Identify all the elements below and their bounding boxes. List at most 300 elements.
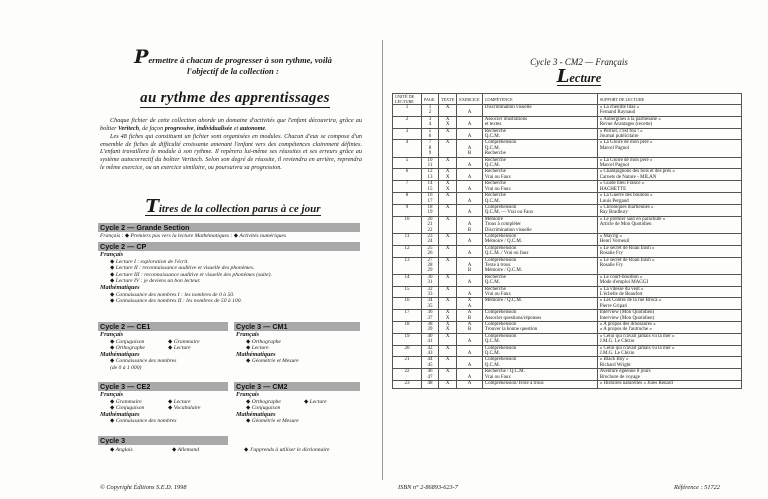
cell-competence	[482, 333, 597, 345]
cell-support-line: L'échelle de Beaufort	[599, 292, 643, 297]
cell-exercice	[457, 298, 482, 310]
cell-competence-line: Q.C.M.	[484, 339, 500, 345]
cell-page-line: 3	[428, 116, 432, 122]
hero-line-2: l'objectif de la collection :	[187, 66, 279, 76]
list-item: ◆ Grammaire	[110, 398, 142, 405]
cell-texte-line	[441, 163, 454, 168]
table-row	[393, 298, 742, 310]
list-item: ◆ Conjugaison	[110, 338, 145, 345]
cycle3-cm2-block	[236, 392, 360, 425]
cell-support	[597, 286, 741, 298]
cell-texte-line	[441, 268, 454, 273]
cell-support-line: « Perrier, c'est fou ! »	[599, 128, 643, 134]
cell-unite: 12	[393, 245, 422, 257]
cell-support-line: Rosalie Fry	[599, 251, 623, 257]
cell-competence	[482, 369, 597, 381]
cell-texte-line: X	[445, 157, 450, 163]
cell-texte	[439, 298, 457, 310]
cell-texte-line	[441, 210, 454, 215]
cell-competence-line: Mémoire / Q.C.M.	[484, 298, 523, 304]
intro-p1-g: et	[232, 124, 240, 132]
cell-competence	[482, 116, 597, 128]
list-item: ◆ Géométrie et Mesure	[246, 418, 299, 425]
list-item: ◆ Conjugaison	[110, 405, 145, 412]
cell-texte	[439, 193, 457, 205]
cycle2-cp-bar: Cycle 2 — CP	[98, 242, 360, 251]
cell-page-line: 16	[427, 193, 433, 199]
cell-competence-line: Mémoire / Q.C.M.	[484, 239, 523, 245]
list-item: ◆ Anglais	[110, 447, 133, 453]
cell-support-line: Article de Mon Quotidien	[599, 222, 652, 228]
list-item: ◆ Lecture I : exploration de l'écrit.	[110, 258, 189, 265]
cell-competence	[482, 381, 597, 389]
cell-support	[597, 157, 741, 169]
cell-page-line: 21	[427, 222, 433, 228]
cell-exercice-line: A	[467, 351, 472, 357]
cell-texte-line: X	[445, 286, 450, 292]
cell-competence	[482, 204, 597, 216]
cell-competence-line: Recherche	[484, 157, 506, 163]
cell-page	[422, 157, 439, 169]
cell-competence-line: Compréhension	[484, 204, 517, 210]
cell-page-line: 1	[428, 105, 432, 110]
cell-support-line: « La Gloire de mon père »	[599, 157, 653, 163]
cell-competence-line: Vrai ou Faux	[484, 186, 511, 192]
cell-unite: 21	[393, 357, 422, 369]
cell-page-line: 37	[427, 315, 433, 321]
cell-exercice-line: A	[467, 292, 472, 297]
cell-exercice-line: A	[467, 145, 472, 151]
cell-support-line: Aventure égéenne 8 jours	[599, 369, 651, 375]
cell-support	[597, 345, 741, 357]
cell-support-line: Richard Wright	[599, 362, 631, 368]
cycle3-cm2-bar: Cycle 3 — CM2	[234, 382, 360, 391]
cell-support-line: « Le premier saut en parachute »	[599, 216, 666, 222]
cell-competence-line: Compréhension	[484, 357, 517, 363]
page-fold-divider	[382, 40, 383, 480]
cell-page-line: 4	[428, 122, 432, 128]
reference: Référence : 51722	[674, 484, 720, 491]
cell-competence-line: Trouver la bonne question	[484, 327, 538, 333]
cell-competence-line: Recherche / Q.C.M.	[484, 369, 525, 375]
cell-competence-line: et textes	[484, 122, 502, 128]
cell-support-line: « Le court-bouillon »	[599, 274, 643, 280]
cell-page-line: 23	[427, 233, 433, 239]
list-item: ◆ Orthographe	[246, 338, 281, 345]
cell-page	[422, 233, 439, 245]
cell-support-line: Mode d'emploi MAGGI	[599, 280, 649, 286]
list-item: ◆ Lecture	[168, 345, 191, 352]
cycle3-cm2-french: Français	[236, 391, 260, 398]
cell-exercice-line: A	[467, 210, 472, 216]
cell-support	[597, 298, 741, 310]
cell-unite: 2	[393, 116, 422, 128]
cell-texte-line: X	[445, 357, 450, 363]
hero-initial: P	[134, 46, 149, 68]
cell-page	[422, 322, 439, 334]
cell-competence-line: Compréhension	[484, 322, 517, 328]
cell-exercice-line: A	[467, 163, 472, 169]
list-item: ◆ Géométrie et Mesure	[246, 358, 299, 365]
cell-exercice	[457, 233, 482, 245]
cell-texte-line: X	[445, 174, 450, 180]
list-item: ◆ Connaissance des nombres II : les nombres de 50 à 100.	[110, 298, 242, 305]
cell-texte-line: X	[445, 233, 450, 239]
cycle2-ce1-math: Mathématiques	[100, 350, 140, 358]
list-item: ◆ Grammaire	[168, 338, 200, 345]
cell-exercice	[457, 369, 482, 381]
cell-texte	[439, 274, 457, 286]
table-row	[393, 128, 742, 140]
cell-support-line: Journal publicitaire	[599, 134, 639, 140]
cell-page-line: 44	[427, 357, 433, 363]
cell-support	[597, 245, 741, 257]
cycle2-cp-french: Français	[100, 251, 124, 258]
cell-texte	[439, 357, 457, 369]
cell-competence-line: Q.C.M.	[484, 163, 500, 169]
table-row	[393, 204, 742, 216]
cell-page-line: 15	[427, 186, 433, 192]
cell-support-line	[600, 151, 739, 156]
cell-texte	[439, 257, 457, 274]
collection-title	[130, 90, 340, 107]
titles-rest: itres de la collection parus à ce jour	[158, 203, 321, 215]
cell-texte-line	[441, 134, 454, 139]
cell-support-line: Marcel Pagnol	[599, 145, 630, 151]
table-row	[393, 345, 742, 357]
cell-page-line: 38	[427, 322, 433, 328]
cell-support-line: « Champignons des bois et des prés »	[599, 169, 675, 175]
table-row	[393, 381, 742, 389]
cycle3-cm1-bar: Cycle 3 — CM1	[234, 322, 360, 331]
cell-page-line: 7	[428, 140, 432, 146]
cell-competence-line	[485, 304, 595, 309]
cell-page	[422, 181, 439, 193]
cell-texte-line	[441, 110, 454, 115]
cell-page	[422, 310, 439, 322]
cell-page-line: 24	[427, 239, 433, 245]
cell-competence-line: Associer questions/réponses	[484, 315, 542, 321]
cell-exercice	[457, 204, 482, 216]
cell-competence-line: Q.C.M.	[484, 351, 500, 357]
cell-exercice	[457, 333, 482, 345]
cell-page-line: 27	[427, 257, 433, 263]
cell-support-line: « Celui qui n'avait jamais vu la mer »	[599, 333, 675, 339]
cell-support	[597, 310, 741, 322]
cycle2-ce1-block	[100, 332, 230, 372]
cell-texte	[439, 322, 457, 334]
cell-unite: 8	[393, 193, 422, 205]
cell-competence-line: Trous à compléter	[484, 222, 521, 228]
cell-page	[422, 116, 439, 128]
cell-page-line: 17	[427, 198, 433, 204]
cell-support	[597, 169, 741, 181]
cell-support-line: Louis Pergaud	[599, 198, 629, 204]
intro-paragraph-1	[100, 117, 362, 132]
cell-page-line: 20	[427, 216, 433, 222]
cell-competence-line: Compréhension	[484, 245, 517, 251]
cell-unite: 19	[393, 333, 422, 345]
cell-competence-line: Q.C.M. — Vrai ou Faux	[484, 210, 534, 216]
cell-texte	[439, 245, 457, 257]
list-item: ◆ Lecture II : reconnaissance auditive et visuelle des phonèmes.	[110, 265, 255, 272]
cell-support	[597, 140, 741, 157]
cell-competence-line: Q.C.M.	[484, 280, 500, 286]
cell-exercice-line: B	[467, 315, 472, 321]
cycle3-cm2-math: Mathématiques	[236, 410, 276, 418]
cell-competence	[482, 105, 597, 117]
cycle3-cm1-block	[236, 332, 360, 365]
table-row	[393, 274, 742, 286]
cell-texte-line	[441, 151, 454, 156]
cell-texte-line: X	[445, 128, 450, 134]
cell-texte	[439, 333, 457, 345]
cell-competence	[482, 157, 597, 169]
cycle3-cm1-french: Français	[236, 331, 260, 338]
cell-texte	[439, 140, 457, 157]
cell-texte-line: X	[445, 204, 450, 210]
cell-texte-line: X	[445, 257, 450, 263]
cell-page	[422, 345, 439, 357]
cell-competence-line: Recherche	[484, 286, 506, 292]
cell-exercice-line: A	[467, 174, 472, 180]
cell-support-line	[600, 228, 739, 233]
cell-texte	[439, 233, 457, 245]
cell-support	[597, 257, 741, 274]
cycle2-ce1-bar: Cycle 2 — CE1	[98, 322, 228, 331]
cell-exercice-line: A	[467, 186, 472, 192]
cell-unite: 23	[393, 381, 422, 389]
cycle2-ce1-french: Français	[100, 331, 124, 338]
cell-texte	[439, 169, 457, 181]
cell-page-line: 42	[427, 345, 433, 351]
intro-paragraph-2: Les 48 fiches qui constituent un fichier sont organisées en modules. Chacun d'eux se compose d'un ensemble de fiches de difficulté croissante amenant l'enfant vers des compétences clairement définies. L'enfant travaillera le module à son rythme. Il repèrera lui-même ses réussites et ses erreurs grâce au système autocorrectif du boîtier Veritech. Selon son degré de réussite, il reviendra en arrière, reprendra le même exercice, ou un exercice similaire, ou poursuivra sa progression.	[100, 133, 362, 171]
cell-support-line: « Aubergines à la parmesane »	[599, 116, 661, 122]
cell-texte	[439, 310, 457, 322]
cell-texte	[439, 345, 457, 357]
table-row	[393, 157, 742, 169]
cell-support-line: Interview (Mon Quotidien)	[599, 310, 655, 316]
cell-competence	[482, 216, 597, 233]
cell-texte-line: X	[445, 381, 450, 387]
cell-texte-line	[441, 363, 454, 368]
cell-competence-line: Compréhension	[484, 233, 517, 239]
cell-page	[422, 128, 439, 140]
cell-exercice-line: A	[467, 374, 472, 380]
cell-competence-line: Q.C.M.	[484, 362, 500, 368]
cell-exercice	[457, 286, 482, 298]
cell-exercice-line: B	[467, 327, 472, 333]
cell-texte-line	[441, 199, 454, 204]
cycle2-cp-math: Mathématiques	[100, 283, 140, 291]
cell-unite: 18	[393, 322, 422, 334]
cell-exercice-line: A	[467, 303, 472, 309]
cell-page	[422, 369, 439, 381]
cell-page-line: 36	[427, 310, 433, 316]
cell-unite: 6	[393, 169, 422, 181]
cell-support-line: « Guide bleu France »	[599, 181, 645, 187]
intro-p1-b: Veritech	[118, 124, 140, 132]
cell-exercice-line: A	[467, 122, 472, 128]
cell-texte-line: X	[445, 140, 450, 146]
isbn: ISBN n° 2-86893-623-7	[398, 484, 458, 491]
cell-competence	[482, 322, 597, 334]
cell-page	[422, 274, 439, 286]
cell-competence-line: Mémoire	[484, 216, 504, 222]
cell-competence-line: Associer illustrations	[484, 116, 528, 122]
list-item: ◆ Orthographe	[246, 398, 281, 405]
cell-exercice-line: A	[467, 251, 472, 257]
cell-unite: 11	[393, 233, 422, 245]
cell-support-line: « Le secret de Roan Inish »	[599, 245, 655, 251]
cell-exercice	[457, 322, 482, 334]
table-row	[393, 116, 742, 128]
col-texte: TEXTE	[439, 94, 457, 105]
intro-p1-e: ,	[193, 124, 197, 132]
cell-page-line: 35	[427, 303, 433, 309]
cell-support-line: « Mayrig »	[599, 233, 622, 239]
cell-texte-line: X	[445, 369, 450, 375]
cell-texte-line	[441, 239, 454, 244]
cell-texte-line: X	[445, 345, 450, 351]
cell-exercice-line: B	[467, 268, 472, 274]
cell-unite: 3	[393, 128, 422, 140]
cell-unite: 15	[393, 286, 422, 298]
cell-competence-line: Compréhension	[484, 345, 517, 351]
cycle3-cm1-math: Mathématiques	[236, 350, 276, 358]
cell-support-line: Carnets de Nature - MILAN	[599, 174, 657, 180]
cell-page-line: 26	[427, 251, 433, 257]
cell-texte-line: X	[445, 169, 450, 175]
table-row	[393, 169, 742, 181]
cell-page-line: 43	[427, 351, 433, 357]
hero-tagline	[108, 46, 358, 77]
table-row	[393, 140, 742, 157]
cell-page	[422, 105, 439, 117]
cell-exercice	[457, 116, 482, 128]
cell-competence	[482, 274, 597, 286]
cell-support	[597, 333, 741, 345]
cell-texte-line	[441, 251, 454, 256]
cycle2-cp-block	[100, 252, 362, 305]
cell-support	[597, 193, 741, 205]
cell-page-line: 47	[427, 374, 433, 380]
cell-support-line: Fernand Raynaud	[599, 110, 636, 116]
cell-exercice	[457, 274, 482, 286]
cell-exercice-line: A	[467, 310, 472, 316]
list-item: (de 0 à 1 000)	[110, 364, 142, 371]
cell-support-line: « Chroniques martiennes »	[599, 204, 654, 210]
cell-texte-line	[441, 280, 454, 285]
cell-page	[422, 257, 439, 274]
list-item: ◆ Connaissance des nombres	[110, 418, 177, 425]
cell-page-line: 29	[427, 268, 433, 274]
col-competence: COMPÉTENCE	[482, 94, 597, 105]
cell-competence-line: Vrai ou Faux	[484, 292, 511, 297]
cell-support-line: « La Gloire de mon père »	[599, 140, 653, 146]
cell-competence	[482, 310, 597, 322]
cell-competence	[482, 286, 597, 298]
cell-page-line: 39	[427, 327, 433, 333]
cell-competence-line: Recherche	[484, 181, 506, 187]
table-row	[393, 310, 742, 322]
cell-support	[597, 357, 741, 369]
cell-support-line	[600, 268, 739, 273]
cell-exercice	[457, 181, 482, 193]
intro-p1-a: Chaque fichier de cette collection aborde un domaine d'activités que l'enfant découvrira, grâce au boîtier	[100, 117, 362, 132]
list-item: ◆ Vocabulaire	[168, 405, 201, 412]
cell-exercice-line: A	[467, 222, 472, 228]
cell-support-line: « Histoires naturelles » Jules Renard	[599, 381, 673, 387]
cell-exercice-line: B	[467, 227, 472, 233]
cell-competence-line: Recherche	[484, 151, 506, 157]
col-exercice: EXERCICE	[457, 94, 482, 105]
cell-texte-line: X	[445, 181, 450, 187]
cell-unite: 14	[393, 274, 422, 286]
cell-support-line: Henri Verneuil	[599, 239, 630, 245]
cell-support	[597, 274, 741, 286]
intro-p1-i: .	[265, 124, 267, 132]
cell-page-line: 14	[427, 181, 433, 187]
cell-competence	[482, 233, 597, 245]
cell-exercice-line: A	[467, 280, 472, 286]
cell-page-line: 33	[427, 292, 433, 297]
cell-exercice	[457, 169, 482, 181]
cell-competence-line: Vrai ou Faux	[484, 174, 511, 180]
cell-exercice-line: A	[467, 339, 472, 345]
cell-texte	[439, 128, 457, 140]
cell-page-line: 41	[427, 339, 433, 345]
cell-competence-line: Compréhension	[484, 310, 517, 316]
cell-texte	[439, 116, 457, 128]
cell-page-line: 30	[427, 274, 433, 280]
cell-page	[422, 169, 439, 181]
cell-exercice-line: B	[467, 151, 472, 157]
cell-unite: 16	[393, 298, 422, 310]
cell-texte	[439, 204, 457, 216]
cell-page-line: 19	[427, 210, 433, 216]
cell-page	[422, 204, 439, 216]
cell-unite: 10	[393, 216, 422, 233]
cell-page	[422, 193, 439, 205]
right-page	[384, 0, 768, 499]
cell-support-line: Revue Avantages (recette)	[599, 122, 653, 128]
lecture-table-body	[393, 105, 742, 389]
cell-exercice	[457, 381, 482, 389]
cell-exercice-line: X	[467, 298, 472, 304]
list-item: ◆ Lecture III : reconnaissance auditive et visuelle des phonèmes (suite).	[110, 271, 272, 278]
cell-exercice	[457, 345, 482, 357]
lecture-table	[392, 93, 742, 389]
cell-support-line: « La vitesse du vent »	[599, 286, 644, 292]
cell-competence-line: Texte à trous	[484, 262, 511, 268]
cell-support-line: Marcel Pagnol	[599, 163, 630, 169]
cell-texte-line: X	[445, 245, 450, 251]
cell-exercice	[457, 310, 482, 322]
cell-exercice-line: A	[467, 322, 472, 328]
cell-competence-line: Recherche	[484, 193, 506, 199]
cell-unite: 22	[393, 369, 422, 381]
cell-texte	[439, 105, 457, 117]
list-item: ◆ Lecture IV : je deviens un bon lecteur.	[110, 278, 201, 285]
cell-page-line: 13	[427, 174, 433, 180]
cycle2-gs-line: Français : ◆ Premiers pas vers la lecture Mathématiques : ◆ Activités numériques	[100, 233, 287, 239]
cell-support-line: « Le secret de Roan Inish »	[599, 257, 655, 263]
cell-support	[597, 381, 741, 389]
cell-support	[597, 105, 741, 117]
cell-competence-line: Compréhension/Texte à trous	[484, 381, 544, 387]
cell-competence	[482, 345, 597, 357]
